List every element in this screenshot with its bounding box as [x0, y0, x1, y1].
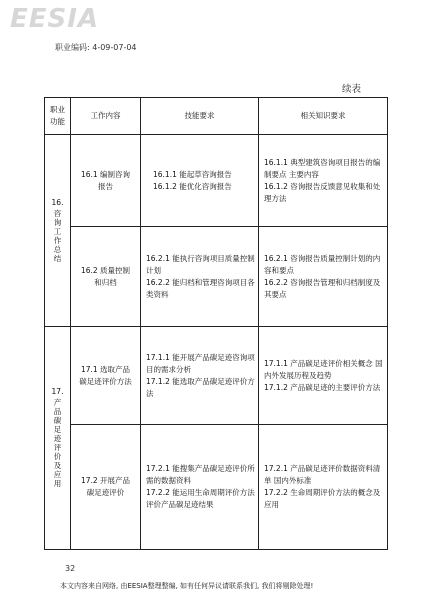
function-number: 17. — [51, 387, 64, 396]
function-cell-16 — [45, 135, 71, 327]
page-number: 32 — [65, 564, 76, 573]
header-knowledge-requirements: 相关知识要求 — [259, 98, 388, 135]
occupation-code: 职业编码: 4-09-07-04 — [55, 43, 137, 52]
skills-cell: 16.2.1 能执行咨询项目质量控制计划 16.2.2 能归档和管理咨询项目各类资料 — [141, 227, 259, 327]
table-row — [45, 425, 388, 550]
work-content-cell: 17.1 选取产品碳足迹评价方法 — [71, 327, 141, 425]
function-number: 16. — [51, 197, 64, 207]
function-cell-17 — [45, 327, 71, 550]
skills-cell: 17.2.1 能搜集产品碳足迹评价所需的数据资料 17.2.2 能运用生命周期评价方法评价产品碳足迹结果 — [141, 425, 259, 550]
table-row — [45, 135, 388, 227]
knowledge-cell: 17.1.1 产品碳足迹评价相关概念 国内外发展历程及趋势 17.1.2 产品碳足迹的主要评价方法 — [259, 327, 388, 425]
skills-cell: 17.1.1 能开展产品碳足迹咨询项目的需求分析 17.1.2 能选取产品碳足迹评价方法 — [141, 327, 259, 425]
table-row — [45, 227, 388, 327]
function-name: 咨询工作总结 — [53, 208, 62, 263]
table-header-row — [45, 98, 388, 135]
skills-cell: 16.1.1 能起草咨询报告 16.1.2 能优化咨询报告 — [141, 135, 259, 227]
work-content-cell: 17.2 开展产品碳足迹评价 — [71, 425, 141, 550]
knowledge-cell: 17.2.1 产品碳足迹评价数据资料清单 国内外标准 17.2.2 生命周期评价方法的概念及应用 — [259, 425, 388, 550]
knowledge-cell: 16.2.1 咨询报告质量控制计划的内容和要点 16.2.2 咨询报告管理和归档制度及其要点 — [259, 227, 388, 327]
header-work-content: 工作内容 — [71, 98, 141, 135]
work-content-cell: 16.1 编制咨询报告 — [71, 135, 141, 227]
work-content-cell: 16.2 质量控制和归档 — [71, 227, 141, 327]
header-function: 职业功能 — [45, 98, 71, 135]
table-row — [45, 327, 388, 425]
knowledge-cell: 16.1.1 典型建筑咨询项目报告的编制要点 主要内容 16.1.2 咨询报告反馈意见收集和处理方法 — [259, 135, 388, 227]
continued-label: 续表 — [342, 84, 362, 95]
footer-notice: 本文内容来自网络, 由EESIA整理整编, 如有任何异议请联系我们, 我们将剔除处理! — [60, 582, 314, 590]
standards-table — [44, 97, 388, 550]
eesia-logo: EESIA — [10, 4, 100, 34]
function-name: 产品碳足迹评价及应用 — [53, 398, 62, 488]
header-skill-requirements: 技能要求 — [141, 98, 259, 135]
